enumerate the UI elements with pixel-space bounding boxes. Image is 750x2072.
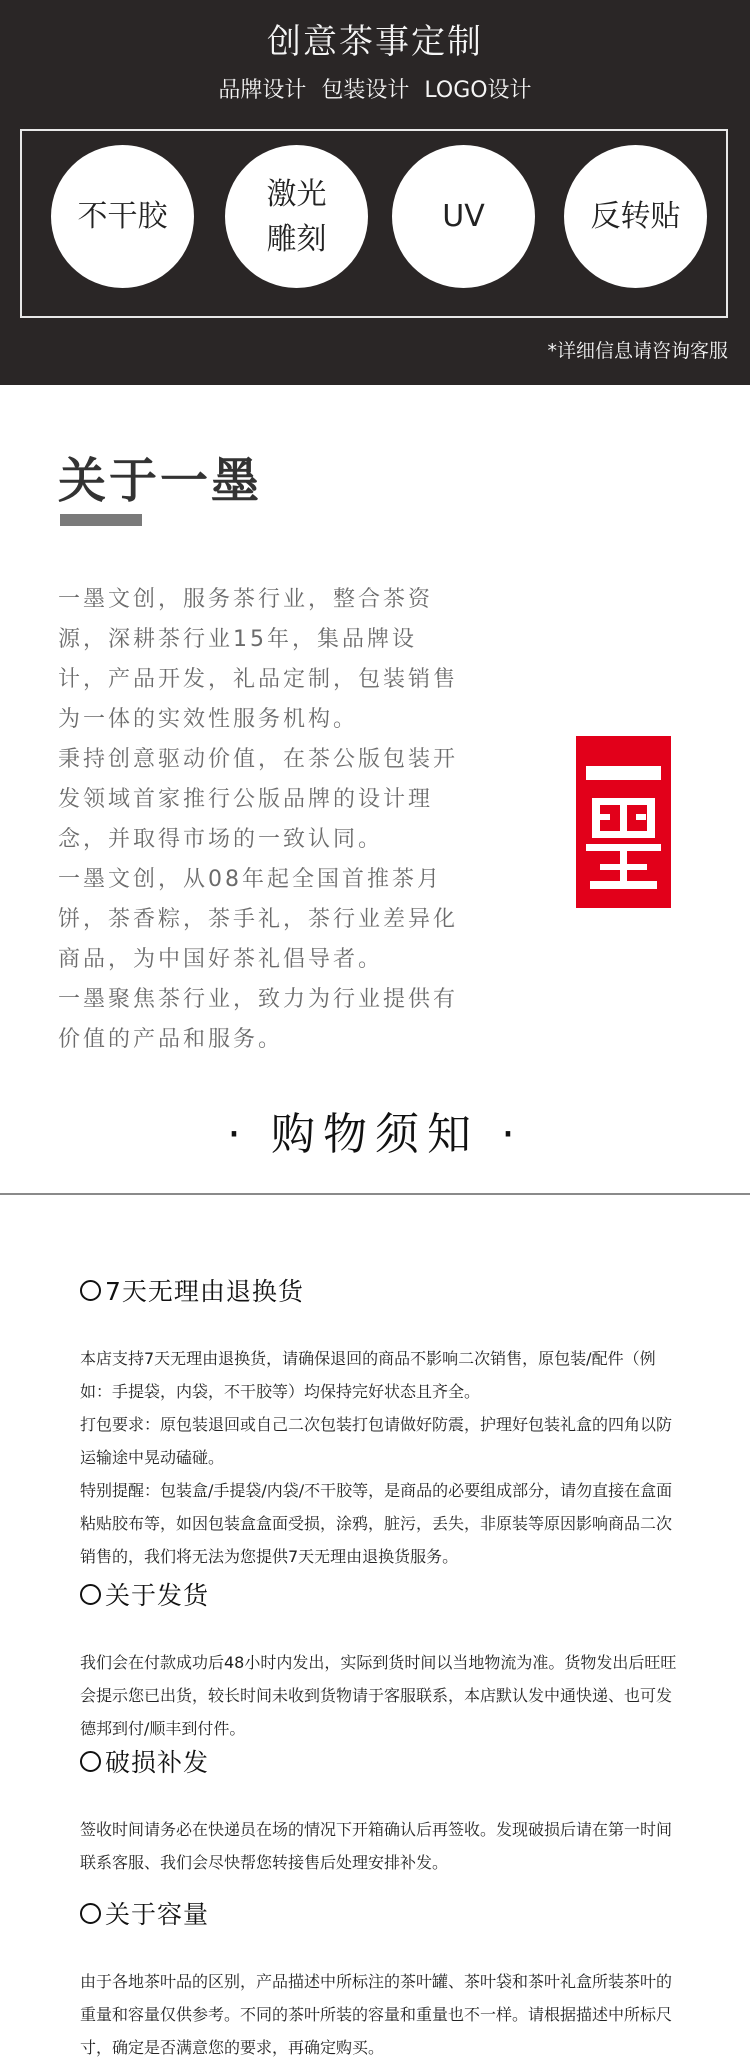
circle-bullet-icon: [80, 1280, 101, 1301]
section-body: [80, 1646, 685, 1745]
banner-note: *详细信息请咨询客服: [547, 340, 728, 362]
section-body: [80, 1813, 685, 1879]
notice-section-capacity: [80, 1896, 685, 2064]
about-paragraph: 一墨文创，从08年起全国首推茶月饼，茶香粽，茶手礼，茶行业差异化商品，为中国好茶礼倡导者。: [58, 867, 459, 972]
notice-section-returns: [80, 1273, 685, 1573]
section-divider: [0, 1193, 750, 1195]
section-body: [80, 1342, 685, 1573]
section-paragraph: 打包要求：原包装退回或自己二次包装打包请做好防震，护理好包装礼盒的四角以防运输途中晃动磕碰。: [80, 1415, 673, 1467]
brand-logo: [576, 736, 671, 908]
service-circle-uv: [392, 145, 535, 288]
notice-section-damage: [80, 1744, 685, 1879]
banner-subtitle: 品牌设计 包装设计 LOGO设计: [218, 78, 532, 103]
section-paragraph: 由于各地茶叶品的区别，产品描述中所标注的茶叶罐、茶叶袋和茶叶礼盒所装茶叶的重量和容量仅供参考。不同的茶叶所装的容量和重量也不一样。请根据描述中所标尺寸，确定是否满意您的要求，再确定购买。: [80, 1972, 673, 2057]
service-label-line1: 激光: [266, 176, 327, 212]
notice-section-shipping: [80, 1577, 685, 1745]
about-title: 关于一墨: [58, 453, 263, 509]
about-paragraph: 一墨文创，服务茶行业，整合茶资源，深耕茶行业15年，集品牌设计，产品开发，礼品定制，包装销售为一体的实效性服务机构。: [58, 587, 459, 732]
circle-bullet-icon: [80, 1584, 101, 1605]
circle-bullet-icon: [80, 1751, 101, 1772]
section-heading: [80, 1744, 685, 1778]
banner-title: 创意茶事定制: [267, 22, 483, 62]
customization-banner: [0, 0, 750, 385]
section-heading-label: 破损补发: [105, 1748, 210, 1777]
section-paragraph: 我们会在付款成功后48小时内发出，实际到货时间以当地物流为准。货物发出后旺旺会提示您已出货，较长时间未收到货物请于客服联系，本店默认发中通快递、也可发德邦到付/顺丰到付件。: [80, 1653, 677, 1738]
service-circle-reverse-sticker: [564, 145, 707, 288]
section-heading-label: 关于发货: [105, 1581, 210, 1610]
about-paragraph: 一墨聚焦茶行业，致力为行业提供有价值的产品和服务。: [58, 987, 459, 1052]
section-heading-label: 7天无理由退换货: [105, 1277, 304, 1306]
title-underline: [60, 514, 142, 526]
section-paragraph: 特别提醒：包装盒/手提袋/内袋/不干胶等，是商品的必要组成部分，请勿直接在盒面粘贴胶布等，如因包装盒盒面受损，涂鸦，脏污，丢失，非原装等原因影响商品二次销售的，我们将无法为您提供7天无理由退换货服务。: [80, 1481, 673, 1566]
about-body: [58, 580, 458, 1060]
section-heading: [80, 1577, 685, 1611]
section-heading-label: 关于容量: [105, 1900, 210, 1929]
section-heading: [80, 1896, 685, 1930]
service-label: 不干胶: [77, 199, 168, 234]
brand-logo-glyph: [576, 736, 671, 908]
section-paragraph: 签收时间请务必在快递员在场的情况下开箱确认后再签收。发现破损后请在第一时间联系客服、我们会尽快帮您转接售后处理安排补发。: [80, 1820, 673, 1872]
circle-bullet-icon: [80, 1903, 101, 1924]
service-circle-laser-engraving: [225, 145, 368, 288]
section-paragraph: 本店支持7天无理由退换货，请确保退回的商品不影响二次销售，原包装/配件（例如：手提袋，内袋，不干胶等）均保持完好状态且齐全。: [80, 1349, 656, 1401]
service-label: 反转贴: [590, 199, 681, 234]
section-body: [80, 1965, 685, 2064]
notice-title: · 购物须知 ·: [227, 1109, 523, 1160]
service-label: UV: [442, 199, 485, 234]
service-circle-sticker: [51, 145, 194, 288]
section-heading: [80, 1273, 685, 1307]
service-label-line2: 雕刻: [266, 221, 327, 257]
about-paragraph: 秉持创意驱动价值，在茶公版包装开发领域首家推行公版品牌的设计理念，并取得市场的一致认同。: [58, 747, 459, 852]
